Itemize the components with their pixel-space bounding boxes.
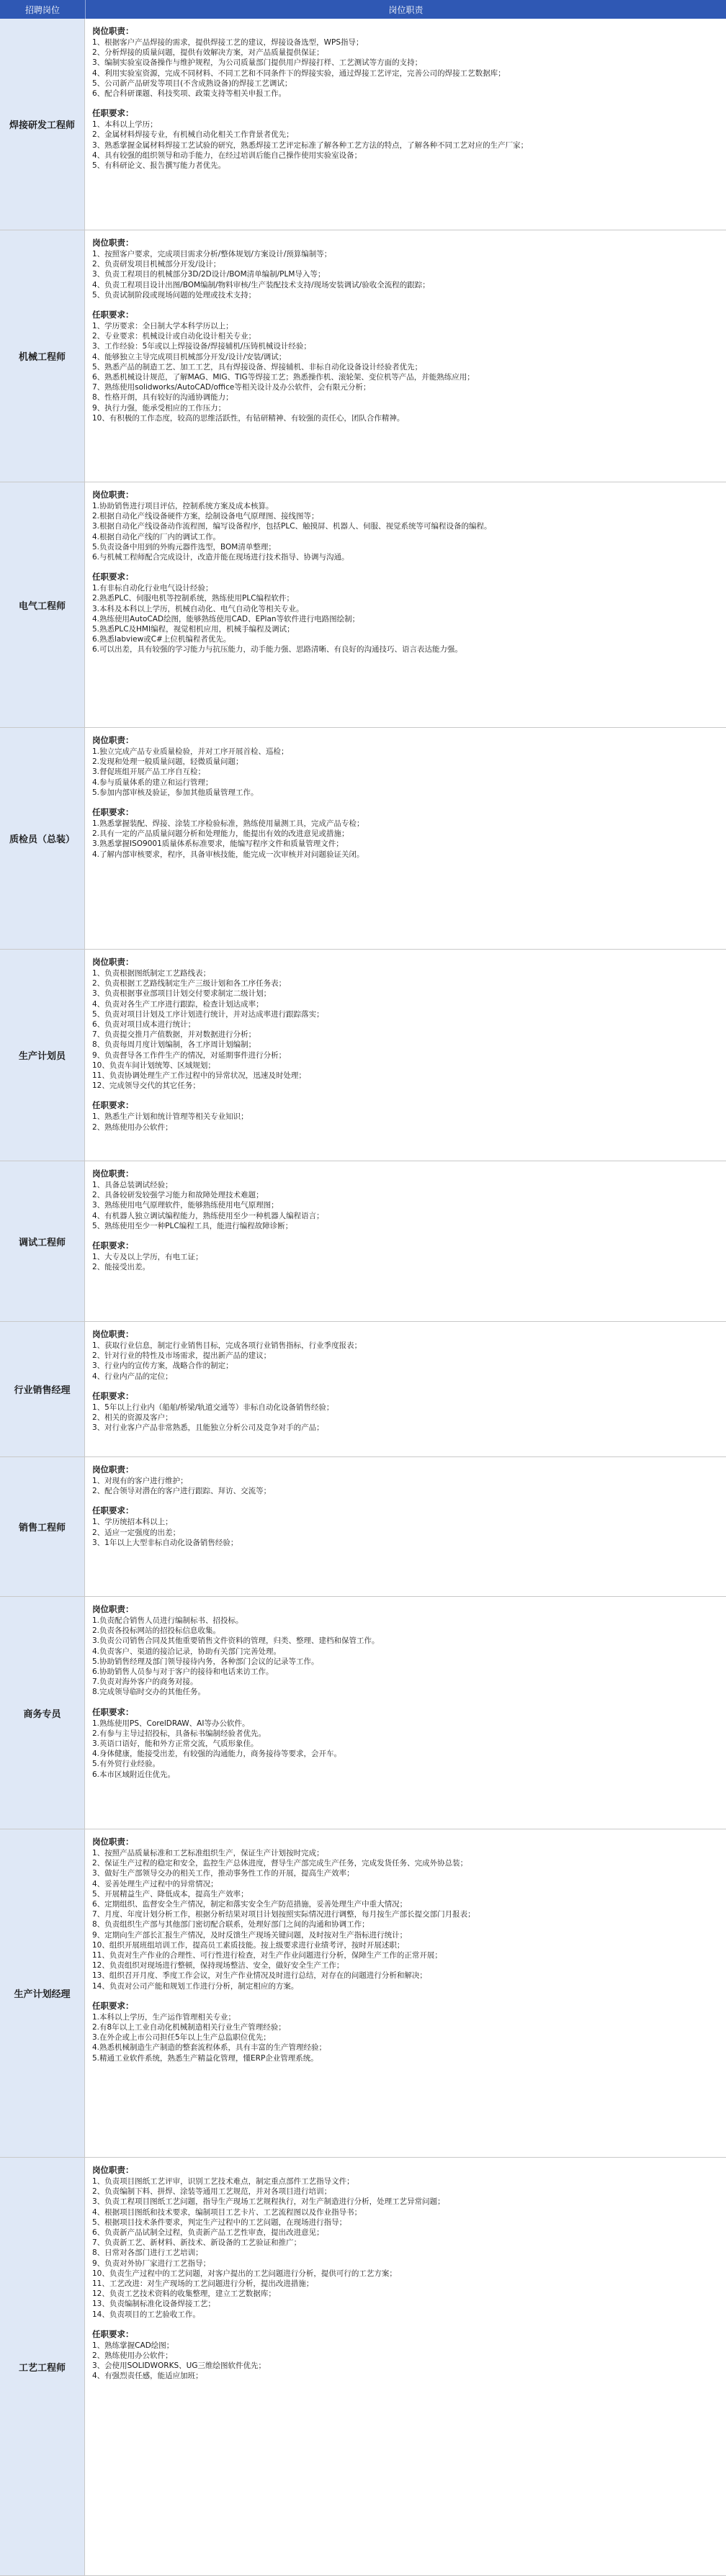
requirements-list	[92, 1252, 719, 1272]
requirement-item: 9、执行力强，能承受相应的工作压力；	[92, 403, 226, 413]
requirement-item: 2、熟练使用办公软件；	[92, 1122, 173, 1132]
duties-heading: 岗位职责：	[92, 2165, 134, 2175]
requirements-list	[92, 1517, 719, 1548]
requirement-item: 4.了解内部审核要求，程序，具备审核技能，能完成一次审核并对问题验证关闭。	[92, 850, 364, 859]
requirements-list	[92, 583, 719, 654]
requirement-item: 3、对行业客户产品非常熟悉，且能独立分析公司及竞争对手的产品；	[92, 1423, 324, 1433]
duty-item: 4、有机器人独立调试编程能力，熟练使用至少一种机器人编程语言；	[92, 1211, 324, 1220]
requirement-item: 3、熟悉掌握金属材料焊接工艺试验的研究，熟悉焊接工艺评定标准了解各种工艺方法的特点，了解各种不同工艺对应的生产厂家；	[92, 140, 529, 150]
duty-item: 1.独立完成产品专业质量检验，并对工序开展首检、巡检；	[92, 747, 289, 756]
duty-item: 1、负责根据图纸制定工艺路线表；	[92, 969, 211, 978]
requirement-item: 2、能接受出差。	[92, 1263, 151, 1272]
requirement-item: 2、熟练使用办公软件；	[92, 2351, 173, 2361]
duties-list	[92, 2176, 719, 2320]
duties-heading: 岗位职责：	[92, 1464, 134, 1474]
duty-item: 6.协助销售人员参与对于客户的接待和电话来访工作。	[92, 1667, 274, 1677]
requirements-heading: 任职要求：	[92, 572, 134, 582]
duty-item: 2、针对行业的特性及市场需求，提出新产品的建议；	[92, 1351, 272, 1361]
job-title: 工艺工程师	[18, 2362, 66, 2374]
job-title: 电气工程师	[18, 600, 66, 612]
requirement-item: 4.熟悉机械制造生产制造的整套流程体系，具有丰富的生产管理经验；	[92, 2043, 327, 2053]
duty-item: 12、负责工艺技术资料的收集整理，建立工艺数据库；	[92, 2289, 276, 2299]
requirement-item: 3.英语口语好，能和外方正常交流，气质形象佳。	[92, 1739, 259, 1749]
requirement-item: 4.熟练使用AutoCAD绘图，能够熟练使用CAD、EPlan等软件进行电路图绘制；	[92, 614, 360, 623]
duty-item: 4.参与质量体系的建立和运行管理；	[92, 778, 213, 787]
job-row	[0, 482, 726, 728]
job-description-cell	[85, 1597, 726, 1829]
duty-item: 14、负责项目的工艺验收工作。	[92, 2310, 200, 2319]
requirement-item: 1、熟练掌握CAD绘图；	[92, 2341, 174, 2350]
requirements-list	[92, 321, 719, 423]
requirement-item: 2、适应一定强度的出差；	[92, 1528, 181, 1537]
duties-heading: 岗位职责：	[92, 1604, 134, 1614]
requirement-item: 1、学历要求：全日制大学本科学历以上；	[92, 322, 233, 331]
requirement-item: 1、熟悉生产计划和统计管理等相关专业知识；	[92, 1112, 248, 1122]
duty-item: 9、负责督导各工作件生产的情况，对延期事件进行分析；	[92, 1050, 287, 1060]
duties-list	[92, 968, 719, 1091]
duties-list	[92, 249, 719, 300]
job-title: 机械工程师	[18, 352, 66, 363]
job-row	[0, 230, 726, 482]
job-title-cell	[0, 1322, 85, 1456]
requirements-heading: 任职要求：	[92, 1706, 134, 1717]
table-header	[0, 0, 726, 19]
job-title: 质检员（总装）	[9, 834, 75, 845]
job-description-cell	[85, 1322, 726, 1456]
requirement-item: 5.熟悉PLC及HMI编程，视觉相机应用，机械手编程及调试；	[92, 625, 295, 634]
duty-item: 2.发现和处理一般质量问题，轻微质量问题；	[92, 757, 243, 767]
requirements-list	[92, 1719, 719, 1780]
requirements-heading: 任职要求：	[92, 1100, 134, 1111]
job-title: 生产计划经理	[14, 1989, 71, 2000]
requirement-item: 1.有非标自动化行业电气设计经验；	[92, 584, 213, 593]
job-title-cell	[0, 230, 85, 482]
duty-item: 2、负责根据工艺路线制定生产三级计划和各工序任务表；	[92, 979, 287, 988]
duty-item: 4、行业内产品的定位；	[92, 1372, 173, 1381]
requirement-item: 4.身体健康，能接受出差，有较强的沟通能力，商务接待等要求，会开车。	[92, 1749, 342, 1759]
requirement-item: 2.熟悉PLC、伺服电机等控制系统，熟练使用PLC编程软件；	[92, 594, 295, 603]
duty-item: 6、负责新产品试制全过程，负责新产品工艺性审查，提出改进意见；	[92, 2228, 324, 2238]
duty-item: 6、负责对项目成本进行统计；	[92, 1020, 196, 1030]
requirement-item: 5.精通工业软件系统，熟悉生产精益化管理，懂ERP企业管理系统。	[92, 2053, 318, 2063]
job-row	[0, 1322, 726, 1457]
requirement-item: 3、1年以上大型非标自动化设备销售经验；	[92, 1538, 238, 1547]
duty-item: 3、编制实验室设备操作与维护规程，为公司质量部门提供用户焊接打样、工艺测试等方面的支持；	[92, 58, 423, 68]
duty-item: 4、妥善处理生产过程中的异常情况；	[92, 1879, 218, 1888]
duty-item: 8、负责组织生产部与其他部门密切配合联系，处理好部门之间的沟通和协调工作；	[92, 1920, 369, 1929]
requirement-item: 2.有参与主导过招投标，具备标书编制经验者优先。	[92, 1729, 266, 1738]
duty-item: 9、负责对外协厂家进行工艺指导；	[92, 2258, 211, 2268]
duty-item: 1、按照产品质量标准和工艺标准组织生产，保证生产计划按时完成；	[92, 1849, 324, 1857]
duty-item: 4、利用实验室资源，完成不同材料、不同工艺和不同条件下的焊接实验，通过焊接工艺评定，完善公司的焊接工艺数据库；	[92, 68, 506, 78]
job-title-cell	[0, 1829, 85, 2157]
requirement-item: 3.在外企或上市公司担任5年以上生产总监职位优先；	[92, 2033, 271, 2043]
job-description-cell	[85, 1161, 726, 1321]
job-title: 调试工程师	[18, 1237, 66, 1248]
duty-item: 2、具备较研发较强学习能力和故障处理技术难题；	[92, 1191, 264, 1200]
requirement-item: 1、学历统招本科以上；	[92, 1518, 173, 1527]
requirements-list	[92, 1402, 719, 1433]
duty-item: 1、按照客户要求，完成项目需求分析/整体规划/方案设计/预算编制等；	[92, 250, 332, 258]
job-title-cell	[0, 950, 85, 1161]
requirement-item: 10、有积极的工作态度，较高的思维活跃性，有钻研精神、有较强的责任心，团队合作精神。	[92, 413, 405, 423]
duty-item: 7.负责对海外客户的商务对接。	[92, 1677, 198, 1687]
requirement-item: 3、工作经验：5年或以上焊接设备/焊接辅机/压铸机械设计经验；	[92, 342, 311, 351]
requirement-item: 1、本科以上学历；	[92, 120, 158, 130]
requirement-item: 2.有8年以上工业自动化机械制造相关行业生产管理经验；	[92, 2023, 286, 2032]
duty-item: 5.参加内部审核及验证，参加其他质量管理工作。	[92, 788, 259, 797]
job-row	[0, 950, 726, 1161]
job-title: 行业销售经理	[14, 1385, 71, 1396]
duty-item: 10、组织开展班组培训工作，提高员工素质技能。按上级要求进行业绩考评，按时开展述职；	[92, 1940, 405, 1950]
duty-item: 14、负责对公司产能和规划工作进行分析，制定相应的方案。	[92, 1981, 299, 1991]
requirement-item: 5、有科研论文、报告撰写能力者优先。	[92, 161, 226, 171]
job-title: 销售工程师	[18, 1523, 66, 1534]
duties-heading: 岗位职责：	[92, 1329, 134, 1339]
duty-item: 9、定期向生产部长汇报生产情况，及时反馈生产现场关键问题，及时按对生产指标进行统计；	[92, 1930, 408, 1940]
duty-item: 12、完成领导交代的其它任务；	[92, 1081, 200, 1091]
job-row	[0, 1457, 726, 1597]
duties-heading: 岗位职责：	[92, 735, 134, 745]
job-row	[0, 1597, 726, 1829]
duty-item: 8.完成领导临时交办的其他任务。	[92, 1688, 206, 1697]
job-title-cell	[0, 19, 85, 230]
duty-item: 11、负责协调处理生产工作过程中的异常状况，迅速及时处理；	[92, 1071, 306, 1081]
duty-item: 4、负责工程项目设计出图/BOM编制/物料审核/生产装配技术支持/现场安装调试/验收全流程的跟踪；	[92, 280, 430, 289]
job-row	[0, 728, 726, 950]
job-title-cell	[0, 1597, 85, 1829]
job-row	[0, 1161, 726, 1322]
requirement-item: 2.具有一定的产品质量问题分析和处理能力，能提出有效的改进意见或措施；	[92, 829, 349, 839]
duty-item: 2、负责编制下料、拼焊、涂装等通用工艺规范，并对各项目进行培训；	[92, 2187, 332, 2197]
duties-heading: 岗位职责：	[92, 490, 134, 500]
duty-item: 10、负责生产过程中的工艺问题，对客户提出的工艺问题进行分析，提供可行的工艺方案；	[92, 2269, 397, 2278]
requirements-list	[92, 120, 719, 171]
duties-list	[92, 37, 719, 99]
duty-item: 4.负责客户、渠道的接洽记录，协助有关部门完善处理。	[92, 1647, 282, 1656]
duty-item: 11、工艺改进：对生产现场的工艺问题进行分析，提出改进措施；	[92, 2279, 314, 2289]
duty-column-header: 岗位职责	[388, 4, 424, 15]
duty-item: 3、负责工程项目图纸工艺问题，指导生产现场工艺规程执行，对生产制造进行分析，处理工艺异常问题；	[92, 2197, 445, 2207]
job-title-cell	[0, 1457, 85, 1596]
job-description-cell	[85, 1457, 726, 1596]
requirement-item: 3.本科及本科以上学历，机械自动化、电气自动化等相关专业。	[92, 604, 304, 613]
position-column-header: 招聘岗位	[0, 0, 86, 19]
table-body	[0, 19, 726, 2576]
requirement-item: 1.本科以上学历，生产运作管理相关专业；	[92, 2012, 236, 2022]
requirement-item: 8、性格开朗，具有较好的沟通协调能力；	[92, 393, 233, 402]
duty-item: 2、负责研发项目机械部分开发/设计；	[92, 260, 221, 269]
job-description-cell	[85, 482, 726, 727]
job-title-cell	[0, 1161, 85, 1321]
requirements-heading: 任职要求：	[92, 2328, 134, 2339]
job-description-cell	[85, 728, 726, 949]
job-description-cell	[85, 19, 726, 230]
requirement-item: 4、具有较强的组织领导和动手能力，在经过培训后能自己操作使用实验室设备；	[92, 150, 362, 160]
requirement-item: 5、熟悉产品的制造工艺、加工工艺，具有焊接设备、焊接辅机、非标自动化设备设计经验者优先；	[92, 362, 423, 371]
requirement-item: 6、熟悉机械设计规范，了解MAG、MIG、TIG等焊接工艺；熟悉操作机、滚轮架、变位机等产品，并能熟练应用；	[92, 373, 475, 382]
duty-item: 7、负责新工艺、新材料、新技术、新设备的工艺验证和推广；	[92, 2238, 302, 2248]
requirement-item: 3.熟悉掌握ISO9001质量体系标准要求，能编写程序文件和质量管理文件；	[92, 839, 344, 849]
duty-item: 3、熟练使用电气原理软件，能够熟练使用电气原理图；	[92, 1201, 279, 1210]
requirements-heading: 任职要求：	[92, 310, 134, 320]
requirement-item: 6.可以出差，具有较强的学习能力与抗压能力，动手能力强、思路清晰、有良好的沟通技巧、语言表达能力强。	[92, 645, 463, 654]
requirements-heading: 任职要求：	[92, 1505, 134, 1516]
requirements-heading: 任职要求：	[92, 1240, 134, 1251]
requirement-item: 1、5年以上行业内（船舶/桥梁/轨道交通等）非标自动化设备销售经验；	[92, 1402, 334, 1412]
duties-list	[92, 1616, 719, 1698]
duties-list	[92, 747, 719, 798]
duty-item: 13、负责编制标准化设备焊接工艺；	[92, 2300, 215, 2309]
duties-heading: 岗位职责：	[92, 957, 134, 967]
job-title-cell	[0, 728, 85, 949]
job-row	[0, 1829, 726, 2158]
requirements-heading: 任职要求：	[92, 1390, 134, 1401]
duty-item: 2、配合领导对潜在的客户进行跟踪、拜访、交流等；	[92, 1487, 272, 1496]
duty-item: 4、根据项目图纸和技术要求，编制项目工艺卡片、工艺流程图以及作业指导书；	[92, 2207, 362, 2217]
duty-item: 6、配合科研课题、科技奖项、政策支持等相关申报工作。	[92, 89, 287, 99]
duty-item: 5、熟练使用至少一种PLC编程工具，能进行编程故障诊断；	[92, 1221, 293, 1230]
duty-item: 2、分析焊接的质量问题，提供有效解决方案，对产品质量提供保证；	[92, 48, 324, 58]
duty-item: 12、负责组织对现场进行整顿，保持现场整洁、安全，做好安全生产工作；	[92, 1961, 344, 1971]
duties-heading: 岗位职责：	[92, 1837, 134, 1847]
requirement-item: 3、会使用SOLIDWORKS、UG三维绘图软件优先；	[92, 2361, 266, 2371]
requirement-item: 2、专业要求：机械设计或自动化设计相关专业；	[92, 332, 256, 341]
duty-item: 3、负责工程项目的机械部分3D/2D设计/BOM清单编制/PLM导入等；	[92, 270, 326, 279]
requirement-item: 1、大专及以上学历，有电工证；	[92, 1253, 203, 1262]
job-title: 商务专员	[23, 1708, 61, 1720]
duties-heading: 岗位职责：	[92, 238, 134, 248]
job-title: 焊接研发工程师	[9, 120, 75, 131]
requirements-heading: 任职要求：	[92, 2000, 134, 2011]
requirement-item: 1.熟练使用PS、CorelDRAW、AI等办公软件。	[92, 1719, 250, 1728]
duty-item: 1、对现有的客户进行维护；	[92, 1477, 188, 1485]
requirements-list	[92, 819, 719, 860]
job-row	[0, 2158, 726, 2576]
duty-item: 11、负责对生产作业的合理性、可行性进行检查，对生产作业问题进行分析，保障生产工作的正常开展；	[92, 1951, 442, 1960]
duty-item: 4.根据自动化产线的厂内的调试工作。	[92, 532, 221, 541]
job-description-cell	[85, 230, 726, 482]
duty-item: 13、组织召开月度、季度工作会议，对生产作业情况及时进行总结，对存在的问题进行分析和解决；	[92, 1971, 427, 1981]
duty-item: 3.督促班组开展产品工序自互检；	[92, 767, 206, 777]
duty-item: 3、行业内的宣传方案，战略合作的制定；	[92, 1361, 233, 1371]
duty-item: 8、日常对各部门进行工艺培训；	[92, 2248, 203, 2258]
duty-item: 2、保证生产过程的稳定和安全，监控生产总体进度，督导生产部完成生产任务，完成发货任务、完成外协总装；	[92, 1859, 468, 1868]
duty-item: 5、根据项目技术条件要求，判定生产过程中的工艺问题，在现场进行指导；	[92, 2217, 347, 2227]
duty-item: 7、负责提交推月产值数据，并对数据进行分析；	[92, 1030, 256, 1040]
requirement-item: 1.熟悉掌握装配、焊接、涂装工序检验标准，熟练使用量测工具，完成产品专检；	[92, 819, 364, 829]
requirement-item: 2、金属材料焊接专业，有机械自动化相关工作背景者优先；	[92, 130, 294, 140]
duties-list	[92, 1341, 719, 1382]
duty-item: 2.负责各投标网站的招投标信息收集。	[92, 1626, 221, 1636]
requirements-heading: 任职要求：	[92, 807, 134, 818]
job-title-cell	[0, 482, 85, 727]
duties-heading: 岗位职责：	[92, 26, 134, 36]
duty-item: 5、负责试制阶段或现场问题的处理或技术支持；	[92, 290, 256, 300]
duties-list	[92, 1476, 719, 1496]
duties-heading: 岗位职责：	[92, 1168, 134, 1179]
duty-item: 1、负责项目图纸工艺评审，识别工艺技术难点，制定重点部件工艺指导文件；	[92, 2177, 354, 2186]
job-description-cell	[85, 950, 726, 1161]
job-row	[0, 19, 726, 230]
requirements-list	[92, 1112, 719, 1132]
requirement-item: 2、相关的资源及客户；	[92, 1413, 173, 1423]
duty-item: 1、获取行业信息，制定行业销售目标，完成各项行业销售指标，行业季度报表；	[92, 1341, 362, 1350]
duty-item: 10、负责车间计划统筹、区域规划；	[92, 1060, 215, 1070]
requirements-heading: 任职要求：	[92, 108, 134, 119]
duty-item: 6.与机械工程师配合完成设计，改造并能在现场进行技术指导、协调与沟通。	[92, 553, 349, 562]
duty-item: 5、公司新产品研发等项目(不含成熟设备)的焊接工艺调试；	[92, 78, 292, 88]
duty-item: 3、负责根据事业部项目计划交付要求制定二级计划；	[92, 989, 272, 999]
requirement-item: 4、有强烈责任感，能适应加班；	[92, 2372, 203, 2381]
job-title-cell	[0, 2158, 85, 2575]
requirements-list	[92, 2012, 719, 2063]
duty-item: 3.负责公司销售合同及其他重要销售文件资料的管理，归类、整理、建档和保管工作。	[92, 1636, 380, 1646]
duty-item: 1.负责配合销售人员进行编制标书、招投标。	[92, 1616, 243, 1625]
duties-list	[92, 501, 719, 562]
duty-item: 4、负责对各生产工序进行跟踪，检查计划达成率；	[92, 999, 264, 1009]
duties-list	[92, 1180, 719, 1231]
duty-item: 1.协助销售进行项目评估，控制系统方案及成本核算。	[92, 502, 274, 510]
duty-item: 1、具备总装调试经验；	[92, 1181, 173, 1189]
duty-item: 8、负责每周月度计划编制，各工序周计划编制；	[92, 1040, 256, 1050]
duty-item: 1、根据客户产品焊接的需求，提供焊接工艺的建议，焊接设备选型，WPS指导；	[92, 38, 364, 47]
duty-item: 6、定期组织、监督安全生产情况，制定和落实安全生产防范措施，妥善处理生产中重大情况；	[92, 1900, 408, 1909]
job-title: 生产计划员	[18, 1051, 66, 1062]
duty-item: 5.负责设备中用到的外购元器件选型，BOM清单整理；	[92, 542, 276, 551]
duty-item: 7、月度、年度计划分析工作，根据分析结果对项目计划按照实际情况进行调整，每月按生产部长提交部门月报表；	[92, 1910, 475, 1919]
requirement-item: 7、熟练使用solidworks/AutoCAD/office等相关设计及办公软件，会有限元分析；	[92, 383, 371, 392]
requirement-item: 6.本市区域附近住优先。	[92, 1770, 176, 1779]
duty-item: 3、做好生产部领导交办的相关工作，推动事务性工作的开展，提高生产效率；	[92, 1869, 354, 1878]
requirement-item: 4、能够独立主导完成项目机械部分开发/设计/安装/调试；	[92, 352, 287, 361]
requirement-item: 6.熟悉labview或C#上位机编程者优先。	[92, 635, 231, 644]
job-description-cell	[85, 2158, 726, 2575]
duty-item: 3.根据自动化产线设备动作流程图，编写设备程序，包括PLC、触摸屏、机器人、伺服、视觉系统等可编程设备的编程。	[92, 522, 492, 531]
requirements-list	[92, 2341, 719, 2382]
job-description-cell	[85, 1829, 726, 2157]
duty-item: 5、负责对项目计划及工序计划进行统计，并对达成率进行跟踪落实；	[92, 1009, 324, 1019]
requirement-item: 5.有外贸行业经验。	[92, 1760, 161, 1769]
duty-item: 5、开展精益生产、降低成本，提高生产效率；	[92, 1889, 248, 1899]
duty-item: 2.根据自动化产线设备硬件方案，绘制设备电气原理图、接线图等；	[92, 512, 319, 521]
duty-item: 5.协助销售经理及部门领导接待内务，各种部门会议的记录等工作。	[92, 1657, 319, 1666]
duties-list	[92, 1848, 719, 1991]
